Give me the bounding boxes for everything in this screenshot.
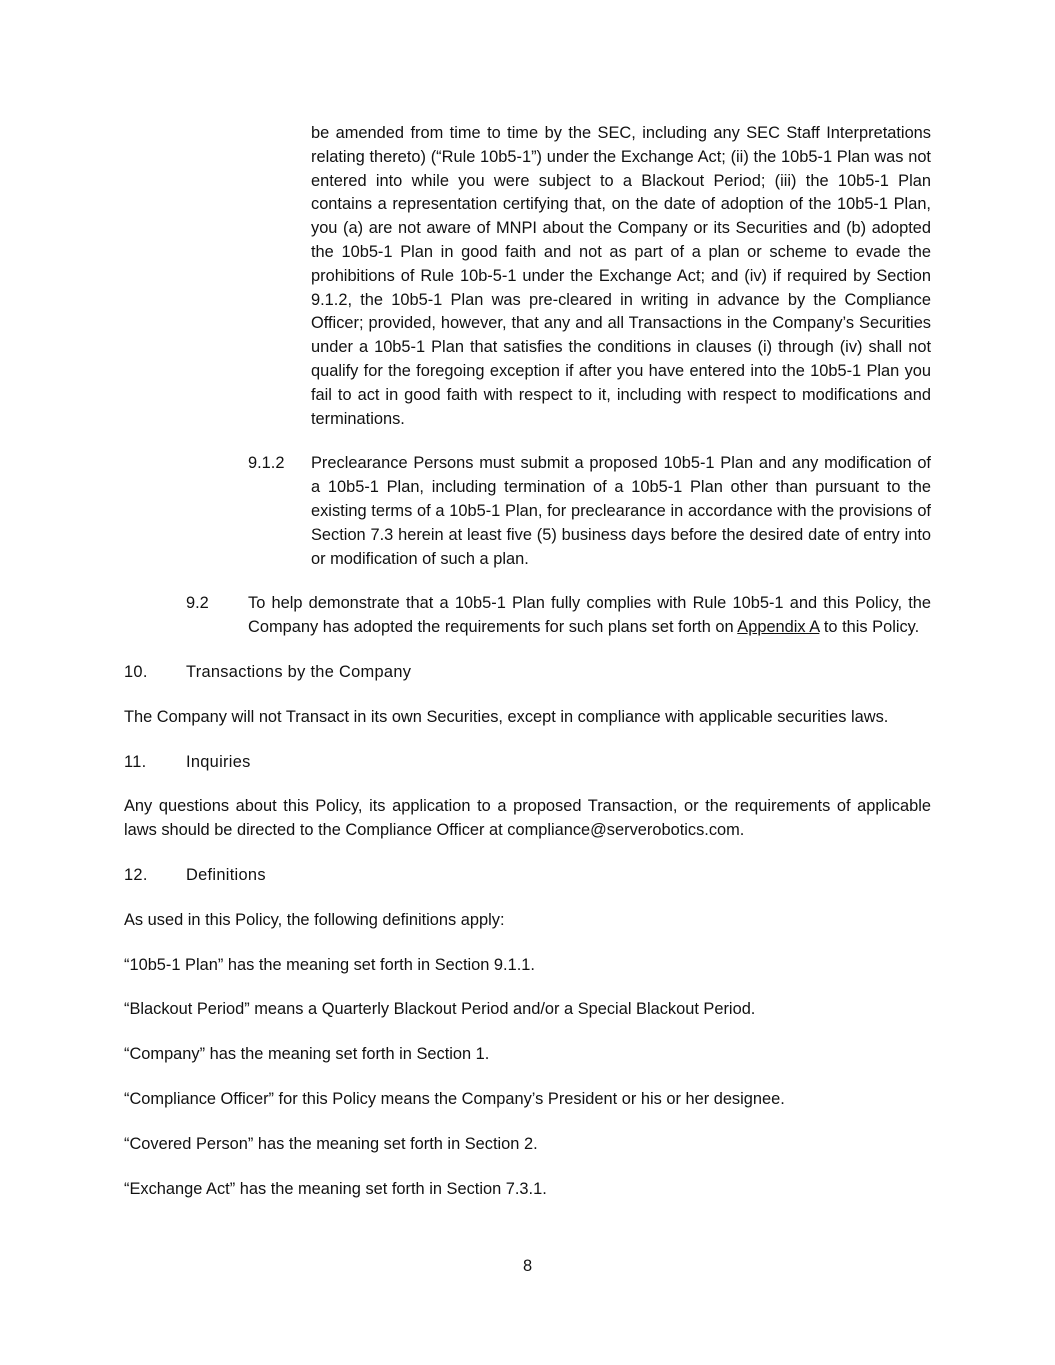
text-before-link: To help demonstrate that a 10b5-1 Plan fully complies with Rule 10b5-1 and this Policy, the Company has adopted the requirements for such plans set forth on	[248, 594, 931, 637]
heading-title: Transactions by the Company	[186, 662, 412, 681]
section-12-heading	[124, 864, 931, 888]
section-10-body: The Company will not Transact in its own Securities, except in compliance with applicable securities laws.	[124, 707, 889, 726]
section-text	[248, 592, 931, 640]
heading-title: Inquiries	[186, 752, 251, 771]
document-body	[124, 122, 931, 1201]
definitions-intro: As used in this Policy, the following definitions apply:	[124, 910, 505, 929]
section-11-body: Any questions about this Policy, its application to a proposed Transaction, or the requirements of applicable laws should be directed to the Compliance Officer at compliance@serverobotics.com.	[124, 797, 931, 840]
definition-blackout-period	[124, 998, 931, 1022]
section-9-1-1-continuation: be amended from time to time by the SEC, including any SEC Staff Interpretations relating thereto) (“Rule 10b5-1”) under the Exchange Act; (ii) the 10b5-1 Plan was not entered into while you were subject to a Blackout Period; (iii) the 10b5-1 Plan contains a representation certifying that, on the date of adoption of the 10b5-1 Plan, you (a) are not aware of MNPI about the Company or its Securities and (b) adopted the 10b5-1 Plan in good faith and not as part of a plan or scheme to evade the prohibitions of Rule 10b-5-1 under the Exchange Act; and (iv) if required by Section 9.1.2, the 10b5-1 Plan was pre-cleared in writing in advance by the Compliance Officer; provided, however, that any and all Transactions in the Company’s Securities under a 10b5-1 Plan that satisfies the conditions in clauses (i) through (iv) shall not qualify for the foregoing exception if after you have entered into the 10b5-1 Plan you fail to act in good faith with respect to it, including with respect to modifications and terminations.	[311, 124, 931, 428]
heading-title: Definitions	[186, 865, 266, 884]
definition-10b5-1-plan	[124, 954, 931, 978]
page-number: 8	[522, 1257, 533, 1275]
section-11-heading	[124, 751, 931, 775]
heading-number: 12.	[124, 865, 148, 884]
definition-text: means a Quarterly Blackout Period and/or a Special Blackout Period.	[249, 1000, 756, 1019]
definition-term: “Company”	[124, 1045, 206, 1064]
definition-term: “Blackout Period”	[124, 1000, 250, 1019]
definition-text: has the meaning set forth in Section 7.3.1.	[235, 1179, 547, 1198]
section-9-2	[124, 592, 931, 640]
heading-number: 10.	[124, 662, 148, 681]
definition-exchange-act	[124, 1178, 931, 1202]
definition-company	[124, 1043, 931, 1067]
section-number: 9.2	[186, 594, 209, 613]
definition-text: has the meaning set forth in Section 9.1.1.	[223, 955, 535, 974]
appendix-a-link[interactable]: Appendix A	[737, 618, 820, 637]
section-10-heading	[124, 661, 931, 685]
definition-term: “Compliance Officer”	[124, 1089, 274, 1108]
definition-term: “10b5-1 Plan”	[124, 955, 224, 974]
section-number: 9.1.2	[248, 454, 285, 473]
definition-term: “Exchange Act”	[124, 1179, 236, 1198]
definition-text: for this Policy means the Company’s President or his or her designee.	[274, 1089, 785, 1108]
definition-compliance-officer	[124, 1088, 931, 1112]
section-9-1-2	[124, 452, 931, 571]
definition-text: has the meaning set forth in Section 2.	[253, 1134, 538, 1153]
heading-number: 11.	[124, 752, 147, 771]
text-after-link: to this Policy.	[819, 618, 920, 637]
section-text: Preclearance Persons must submit a proposed 10b5-1 Plan and any modification of a 10b5-1 Plan, including termination of a 10b5-1 Plan other than pursuant to the existing terms of a 10b5-1 Plan, for preclearance in accordance with the provisions of Section 7.3 herein at least five (5) business days before the desired date of entry into or modification of such a plan.	[311, 454, 931, 568]
definition-term: “Covered Person”	[124, 1134, 254, 1153]
definition-text: has the meaning set forth in Section 1.	[205, 1045, 490, 1064]
definition-covered-person	[124, 1133, 931, 1157]
